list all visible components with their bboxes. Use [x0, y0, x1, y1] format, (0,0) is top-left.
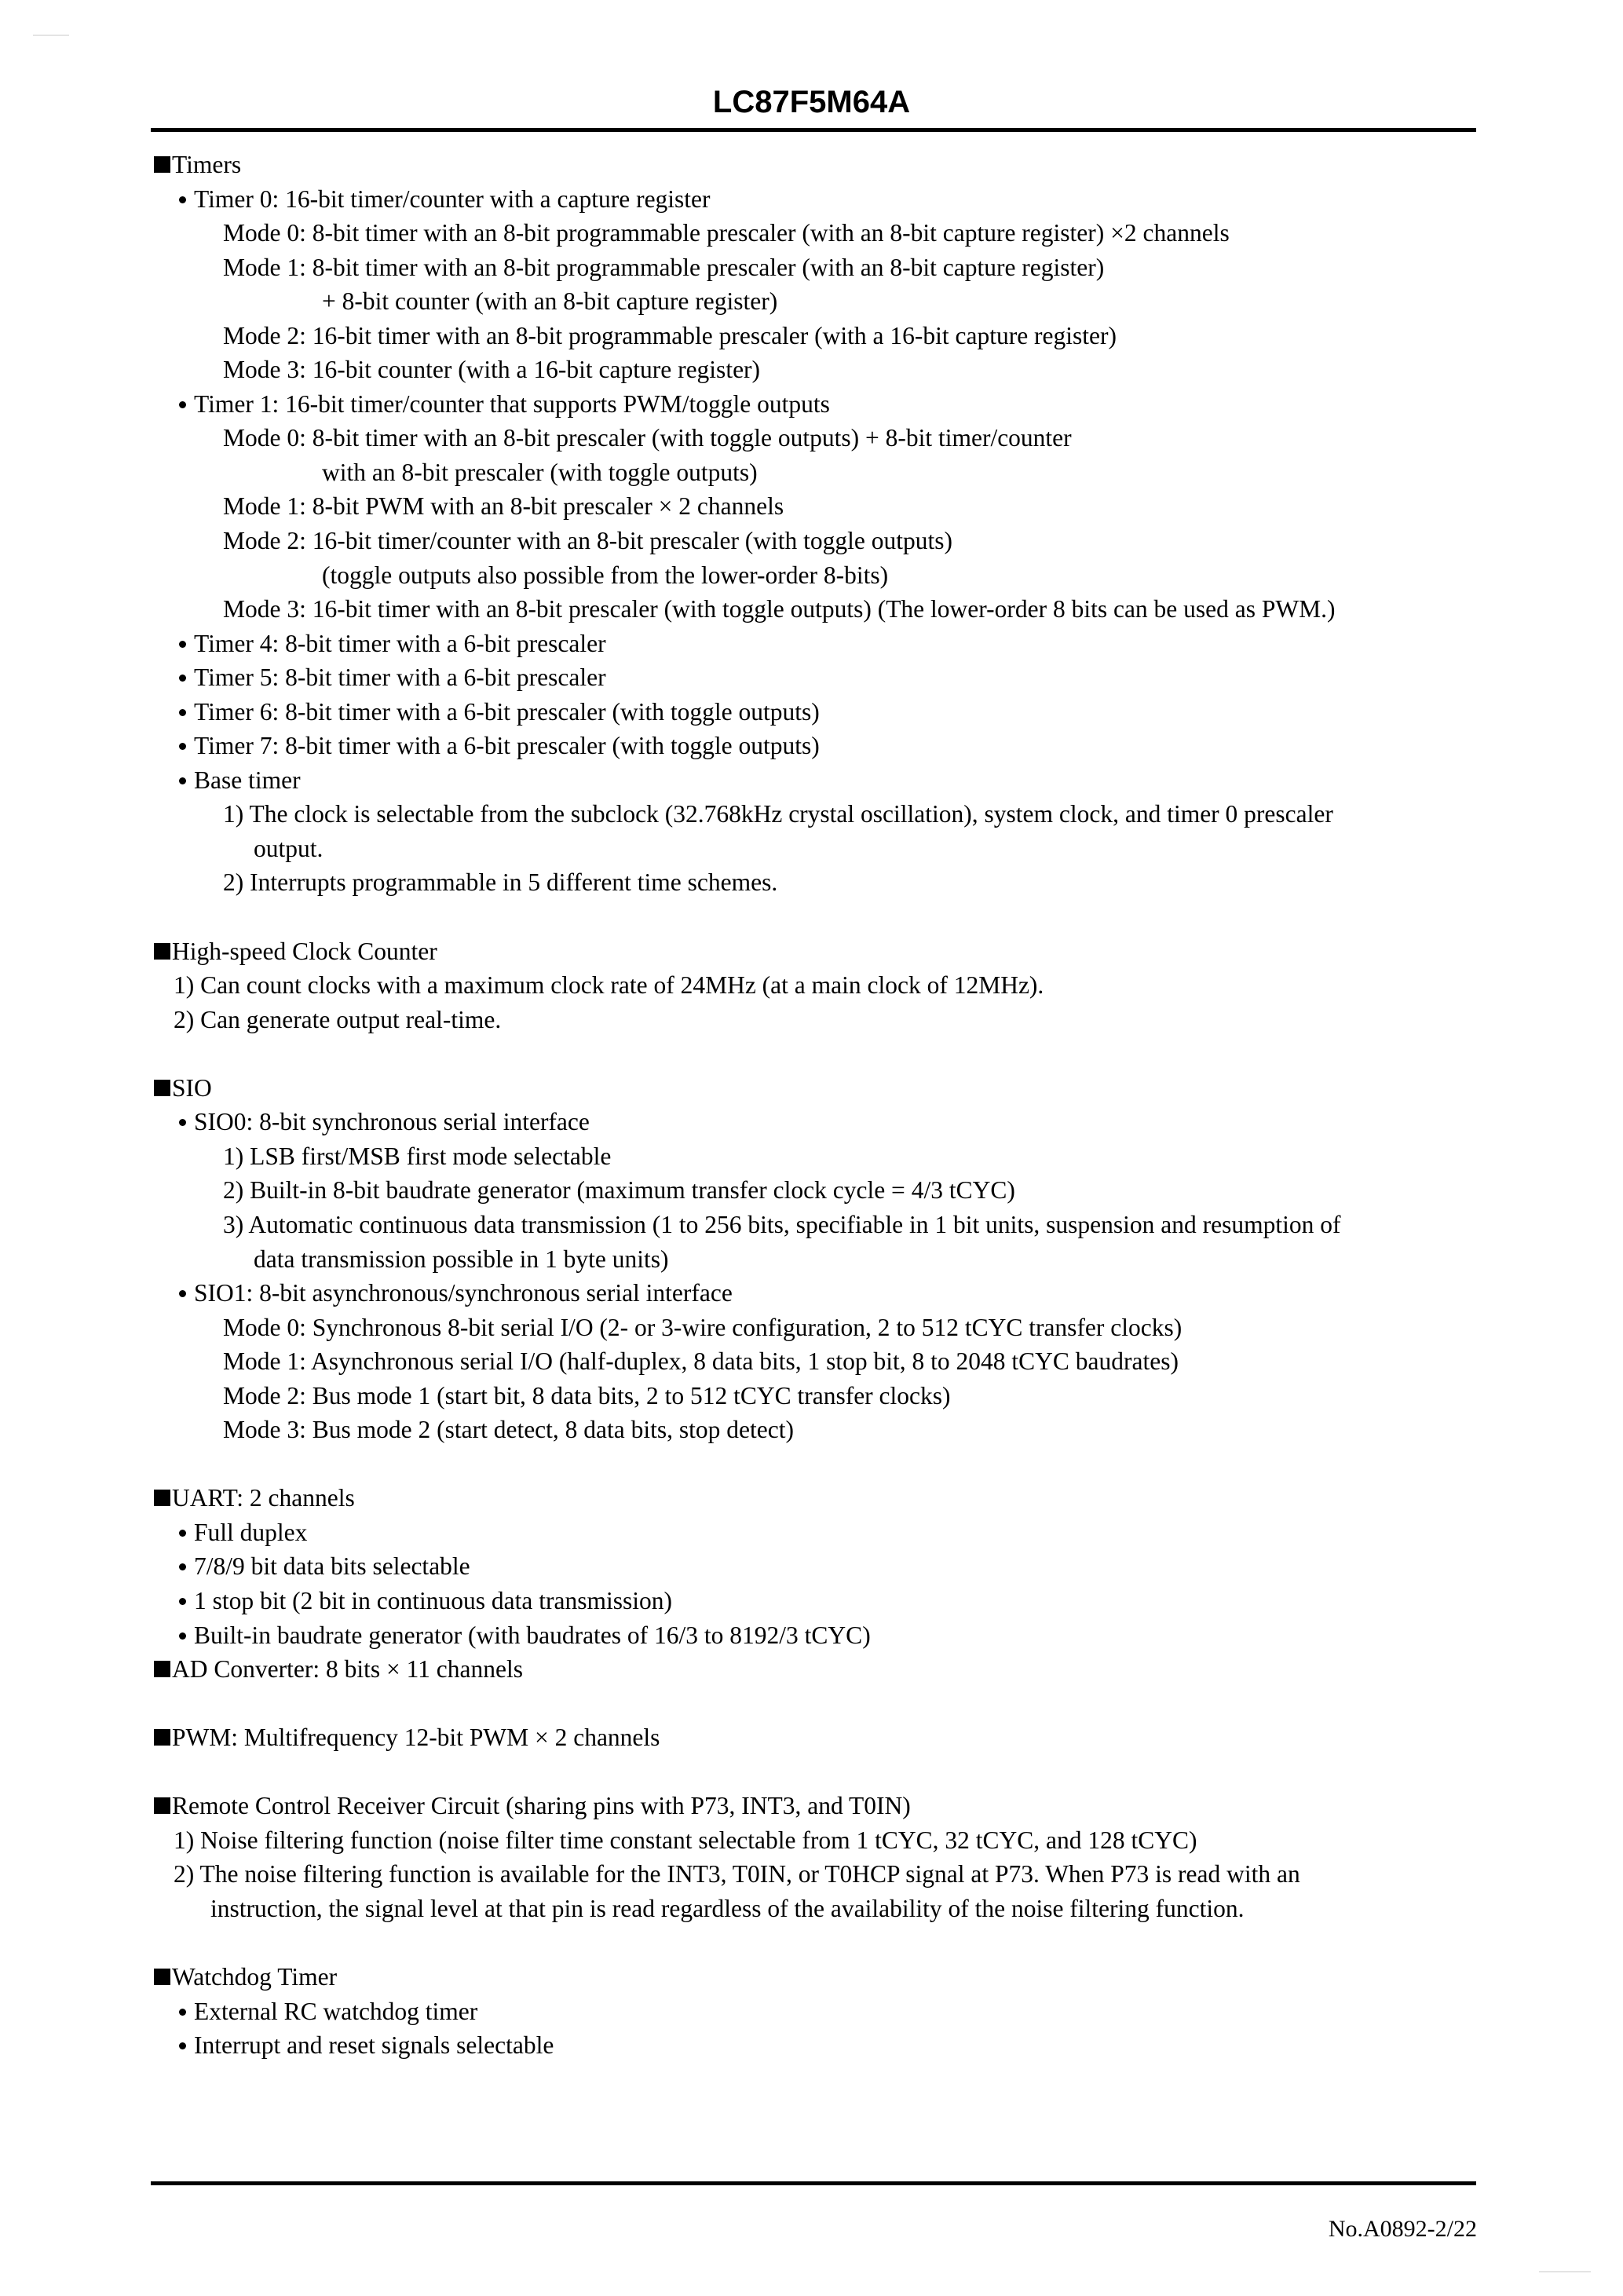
bullet-icon: [179, 709, 186, 716]
list-item: Timer 5: 8-bit timer with a 6-bit prescaler: [154, 660, 1489, 695]
bullet-icon: [179, 196, 186, 203]
bullet-icon: [179, 1632, 186, 1640]
list-item: Timer 7: 8-bit timer with a 6-bit prescaler (with toggle outputs): [154, 729, 1489, 763]
square-bullet-icon: [154, 156, 170, 173]
bullet-icon: [179, 1563, 186, 1570]
list-item: Mode 3: 16-bit counter (with a 16-bit capture register): [223, 356, 761, 384]
section-heading-ad: AD Converter: 8 bits × 11 channels: [154, 1652, 1489, 1687]
list-item: Base timer: [154, 763, 1489, 798]
list-item: Mode 1: 8-bit timer with an 8-bit programmable prescaler (with an 8-bit capture register): [223, 253, 1105, 281]
list-item: Mode 1: Asynchronous serial I/O (half-duplex, 8 data bits, 1 stop bit, 8 to 2048 tCYC baudrates): [223, 1347, 1179, 1376]
list-item: SIO0: 8-bit synchronous serial interface: [154, 1105, 1489, 1139]
section-heading-sio: SIO: [154, 1071, 1489, 1106]
section-heading-remote: Remote Control Receiver Circuit (sharing pins with P73, INT3, and T0IN): [154, 1789, 1489, 1823]
bullet-icon: [179, 2042, 186, 2049]
list-item: Mode 2: 16-bit timer/counter with an 8-bit prescaler (with toggle outputs): [223, 527, 953, 555]
list-item: Timer 6: 8-bit timer with a 6-bit prescaler (with toggle outputs): [154, 695, 1489, 729]
feature-list: [154, 148, 1489, 2063]
bullet-icon: [179, 1530, 186, 1537]
list-item: output.: [254, 834, 324, 862]
section-heading-uart: UART: 2 channels: [154, 1481, 1489, 1515]
list-item: Built-in baudrate generator (with baudrates of 16/3 to 8192/3 tCYC): [154, 1618, 1489, 1653]
square-bullet-icon: [154, 1797, 170, 1814]
list-item: 1) LSB first/MSB first mode selectable: [223, 1142, 612, 1170]
list-item: 1) Noise filtering function (noise filter time constant selectable from 1 tCYC, 32 tCYC, and 128 tCYC): [174, 1826, 1197, 1854]
list-item: Mode 3: Bus mode 2 (start detect, 8 data bits, stop detect): [223, 1416, 794, 1444]
section-heading-pwm: PWM: Multifrequency 12-bit PWM × 2 channels: [154, 1720, 1489, 1755]
list-item: 7/8/9 bit data bits selectable: [154, 1549, 1489, 1584]
list-item: Mode 0: Synchronous 8-bit serial I/O (2- or 3-wire configuration, 2 to 512 tCYC transfer clocks): [223, 1313, 1183, 1341]
list-item: Mode 1: 8-bit PWM with an 8-bit prescaler × 2 channels: [223, 492, 784, 521]
list-item: with an 8-bit prescaler (with toggle outputs): [322, 458, 758, 486]
list-item: Mode 0: 8-bit timer with an 8-bit prescaler (with toggle outputs) + 8-bit timer/counter: [223, 424, 1072, 452]
list-item: + 8-bit counter (with an 8-bit capture register): [322, 287, 778, 316]
bullet-icon: [179, 641, 186, 648]
list-item: Mode 0: 8-bit timer with an 8-bit programmable prescaler (with an 8-bit capture register) ×2 channels: [223, 219, 1230, 247]
list-item: SIO1: 8-bit asynchronous/synchronous serial interface: [154, 1276, 1489, 1311]
list-item: Mode 2: 16-bit timer with an 8-bit programmable prescaler (with a 16-bit capture register): [223, 321, 1117, 349]
list-item: Timer 4: 8-bit timer with a 6-bit prescaler: [154, 627, 1489, 661]
bullet-icon: [179, 2009, 186, 2016]
scan-mark: [33, 35, 69, 36]
list-item: data transmission possible in 1 byte units): [254, 1245, 669, 1273]
section-heading-timers: Timers: [154, 148, 1489, 182]
square-bullet-icon: [154, 1490, 170, 1506]
scan-mark: [1539, 2271, 1591, 2272]
bullet-icon: [179, 1598, 186, 1605]
section-heading-hscc: High-speed Clock Counter: [154, 934, 1489, 969]
list-item: (toggle outputs also possible from the lower-order 8-bits): [322, 561, 889, 589]
square-bullet-icon: [154, 1661, 170, 1677]
list-item: 1 stop bit (2 bit in continuous data transmission): [154, 1584, 1489, 1618]
list-item: 1) The clock is selectable from the subclock (32.768kHz crystal oscillation), system clock, and timer 0 prescaler: [223, 800, 1333, 828]
list-item: 2) Interrupts programmable in 5 different time schemes.: [223, 868, 778, 897]
list-item: Timer 0: 16-bit timer/counter with a capture register: [154, 182, 1489, 217]
section-heading-wdt: Watchdog Timer: [154, 1960, 1489, 1994]
list-item: Mode 2: Bus mode 1 (start bit, 8 data bits, 2 to 512 tCYC transfer clocks): [223, 1381, 951, 1409]
list-item: 2) Built-in 8-bit baudrate generator (maximum transfer clock cycle = 4/3 tCYC): [223, 1176, 1015, 1205]
page-number: No.A0892-2/22: [1328, 2216, 1477, 2242]
list-item: Full duplex: [154, 1515, 1489, 1550]
list-item: 1) Can count clocks with a maximum clock rate of 24MHz (at a main clock of 12MHz).: [174, 971, 1044, 1000]
square-bullet-icon: [154, 1729, 170, 1746]
list-item: External RC watchdog timer: [154, 1994, 1489, 2029]
bullet-icon: [179, 401, 186, 408]
bullet-icon: [179, 675, 186, 682]
bullet-icon: [179, 777, 186, 784]
list-item: Timer 1: 16-bit timer/counter that supports PWM/toggle outputs: [154, 387, 1489, 422]
page-title: LC87F5M64A: [712, 85, 911, 119]
list-item: 3) Automatic continuous data transmission (1 to 256 bits, specifiable in 1 bit units, suspension and resumption of: [223, 1210, 1341, 1238]
header-rule: [151, 128, 1476, 132]
bullet-icon: [179, 1290, 186, 1297]
bullet-icon: [179, 1119, 186, 1126]
list-item: instruction, the signal level at that pin is read regardless of the availability of the noise filtering function.: [210, 1894, 1245, 1922]
footer-rule: [151, 2181, 1476, 2185]
square-bullet-icon: [154, 1080, 170, 1096]
list-item: Mode 3: 16-bit timer with an 8-bit prescaler (with toggle outputs) (The lower-order 8 bits can be used as PWM.): [223, 595, 1336, 623]
bullet-icon: [179, 743, 186, 750]
list-item: Interrupt and reset signals selectable: [154, 2028, 1489, 2063]
square-bullet-icon: [154, 943, 170, 960]
list-item: 2) The noise filtering function is available for the INT3, T0IN, or T0HCP signal at P73. When P73 is read with an: [174, 1860, 1300, 1888]
square-bullet-icon: [154, 1969, 170, 1985]
list-item: 2) Can generate output real-time.: [174, 1005, 502, 1033]
